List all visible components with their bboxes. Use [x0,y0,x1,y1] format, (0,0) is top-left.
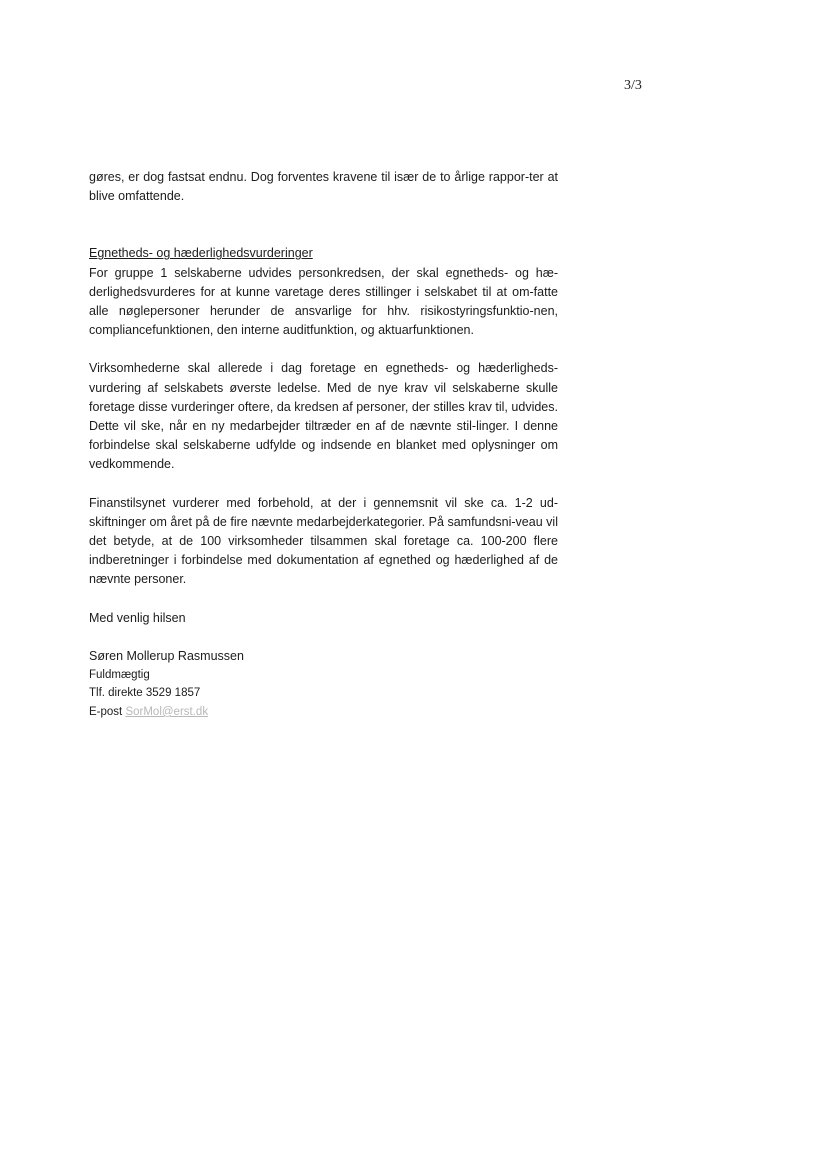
phone-label: Tlf. direkte [89,687,143,700]
email-link[interactable]: SorMol@erst.dk [125,705,209,718]
letter-body [89,168,558,721]
section-paragraph-3: Finanstilsynet vurderer med forbehold, at der i gennemsnit vil ske ca. 1-2 ud-skiftninger om året på de fire nævnte medarbejderkategorier. På samfundsni-veau vil det betyde, at de 100 virksomheder tilsammen skal foretage ca. 100-200 flere indberetninger i forbindelse med dokumentation af egnethed og hæderlighed af de nævnte personer. [89,495,558,587]
phone-number: 3529 1857 [145,687,201,700]
email-line [89,703,558,722]
signer-title: Fuldmægtig [89,668,150,681]
intro-paragraph: gøres, er dog fastsat endnu. Dog forventes kravene til især de to årlige rappor-ter at blive omfattende. [89,170,558,204]
section-paragraph-1: For gruppe 1 selskaberne udvides personkredsen, der skal egnetheds- og hæ-derlighedsvurderes for at kunne varetage deres stillinger i selskabet til at om-fatte alle nøglepersoner herunder de ansvarlige for hhv. risikostyringsfunktio-nen, compliancefunktionen, den interne auditfunktion, og aktuarfunktionen. [89,265,558,338]
phone-line [89,684,558,703]
signer-name: Søren Mollerup Rasmussen [89,648,244,663]
signature-block [89,647,558,722]
page-number: 3/3 [624,78,642,93]
section-paragraph-2: Virksomhederne skal allerede i dag foretage en egnetheds- og hæderligheds-vurdering af selskabets øverste ledelse. Med de nye krav vil selskaberne skulle foretage disse vurderinger oftere, da kredsen af personer, der stilles krav til, udvides. Dette vil ske, når en ny medarbejder tiltræder en af de nævnte stil-linger. I denne forbindelse skal selskaberne udfylde og indsende en blanket med oplysninger om vedkommende. [89,361,558,472]
email-label: E-post [89,705,123,718]
closing-greeting: Med venlig hilsen [89,610,186,625]
section-heading: Egnetheds- og hæderlighedsvurderinger [89,246,313,261]
